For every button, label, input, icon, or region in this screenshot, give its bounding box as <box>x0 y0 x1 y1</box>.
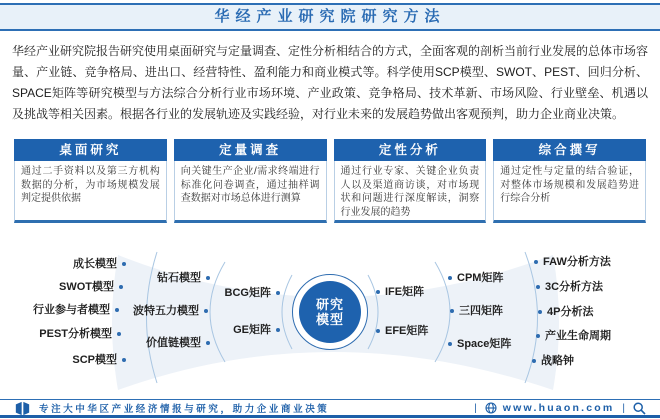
footer-separator: | <box>622 402 625 414</box>
diagram-item-3c-method: 3C分析方法 <box>536 279 603 295</box>
diagram-item-value-chain-model: 价值链模型 <box>146 335 210 351</box>
diagram-item-swot-model: SWOT模型 <box>59 279 123 295</box>
bullet-dot <box>376 329 380 333</box>
diagram-item-ife-matrix: IFE矩阵 <box>376 284 424 300</box>
bullet-dot <box>448 342 452 346</box>
globe-icon <box>485 402 497 414</box>
method-card-title: 定量调查 <box>174 139 327 161</box>
page-title: 华经产业研究院研究方法 <box>214 8 446 25</box>
method-card-desc: 向关键生产企业/需求终端进行标准化问卷调查，通过抽样调查数据对市场总体进行测算 <box>174 161 327 223</box>
diagram-item-ge-matrix: GE矩阵 <box>233 322 280 338</box>
diagram-item-diamond-model: 钻石模型 <box>157 270 210 286</box>
center-circle <box>292 274 368 350</box>
footer-separator: | <box>474 402 477 414</box>
center-circle-label <box>299 281 361 343</box>
bullet-dot <box>536 334 540 338</box>
diagram-item-strategy-clock: 战略钟 <box>532 353 574 369</box>
bullet-dot <box>276 291 280 295</box>
method-card-title: 定性分析 <box>334 139 487 161</box>
diagram-item-three-four-matrix: 三四矩阵 <box>450 303 503 319</box>
diagram-item-growth-model: 成长模型 <box>73 256 126 272</box>
center-label-line2: 模型 <box>315 312 344 327</box>
method-card-desc: 通过二手资料以及第三方机构数据的分析，为市场规模发展判定提供依据 <box>14 161 167 223</box>
bullet-dot <box>117 332 121 336</box>
method-card-title: 桌面研究 <box>14 139 167 161</box>
methods-row <box>14 139 646 223</box>
intro-paragraph: 华经产业研究院报告研究使用桌面研究与定量调查、定性分析相结合的方式，全面客观的剖析当前行业发展的总体市场容量、产业链、竞争格局、进出口、经营特性、盈利能力和商业模式等。科学使用SCP模型、SWOT、PEST、回归分析、SPACE矩阵等研究模型与方法综合分析行业市场环境、产业政策、竞争格局、技术革新、市场风险、行业壁垒、机遇以及挑战等相关因素。根据各行业的发展轨迹及实践经验，对行业未来的发展趋势做出客观预判，助力企业商业决策。 <box>12 44 649 121</box>
diagram-item-industry-lifecycle: 产业生命周期 <box>536 328 611 344</box>
diagram-item-five-forces-model: 波特五力模型 <box>133 303 208 319</box>
footer-website[interactable]: www.huaon.com <box>502 402 615 414</box>
diagram-item-efe-matrix: EFE矩阵 <box>376 323 428 339</box>
diagram-item-faw-method: FAW分析方法 <box>534 254 611 270</box>
bullet-dot <box>122 358 126 362</box>
search-icon[interactable] <box>633 402 646 415</box>
diagram-item-bcg-matrix: BCG矩阵 <box>225 285 280 301</box>
open-book-logo-icon <box>14 401 31 416</box>
bullet-dot <box>206 341 210 345</box>
bullet-dot <box>122 262 126 266</box>
method-card-quant-survey <box>174 139 327 223</box>
diagram-item-cpm-matrix: CPM矩阵 <box>448 270 503 286</box>
bullet-dot <box>532 359 536 363</box>
bullet-dot <box>376 290 380 294</box>
bullet-dot <box>276 328 280 332</box>
diagram-item-participant-model: 行业参与者模型 <box>33 302 119 318</box>
diagram-item-4p-method: 4P分析法 <box>538 304 593 320</box>
bullet-dot <box>115 308 119 312</box>
bullet-dot <box>450 309 454 313</box>
bullet-dot <box>448 276 452 280</box>
diagram-item-space-matrix: Space矩阵 <box>448 336 511 352</box>
bullet-dot <box>119 285 123 289</box>
bullet-dot <box>206 276 210 280</box>
bullet-dot <box>534 260 538 264</box>
diagram-item-scp-model: SCP模型 <box>72 352 126 368</box>
title-band <box>0 3 660 31</box>
method-card-desc: 通过行业专家、关键企业负责人以及渠道商访谈，对市场现状和问题进行深度解读，洞察行业发展的趋势 <box>334 161 487 223</box>
bullet-dot <box>204 309 208 313</box>
footer-slogan: 专注大中华区产业经济情报与研究，助力企业商业决策 <box>39 404 330 415</box>
footer-bar <box>0 399 660 418</box>
method-card-synthesis <box>493 139 646 223</box>
bullet-dot <box>538 310 542 314</box>
center-label-line1: 研究 <box>315 297 344 312</box>
research-models-diagram <box>0 236 660 394</box>
method-card-title: 综合撰写 <box>493 139 646 161</box>
method-card-desk-research <box>14 139 167 223</box>
diagram-item-pest-model: PEST分析模型 <box>39 326 121 342</box>
bullet-dot <box>536 285 540 289</box>
method-card-qual-analysis <box>334 139 487 223</box>
method-card-desc: 通过定性与定量的结合验证，对整体市场规模和发展趋势进行综合分析 <box>493 161 646 223</box>
